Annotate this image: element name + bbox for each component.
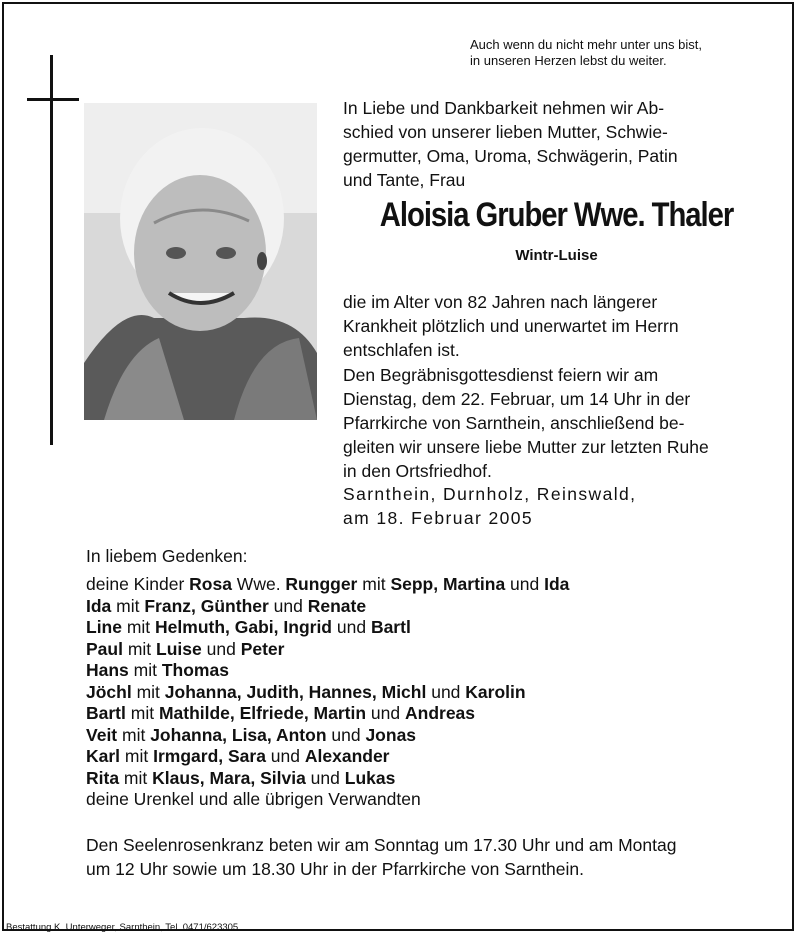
family-name-bold: Hans (86, 660, 129, 680)
family-name-bold: Peter (240, 638, 285, 659)
family-name-bold: Thomas (161, 660, 229, 680)
family-line (86, 746, 726, 768)
intro-text (343, 96, 770, 192)
death-line: die im Alter von 82 Jahren nach längerer (343, 292, 658, 312)
family-connector: mit (120, 746, 154, 766)
family-name-bold: Paul (86, 638, 123, 659)
family-connector: mit (131, 681, 165, 702)
family-name-bold: Bartl (370, 617, 411, 637)
place-date (343, 482, 770, 530)
family-name-bold: Klaus, Mara, Silvia (152, 767, 306, 788)
date-line: am 18. Februar 2005 (343, 508, 534, 528)
family-connector: Wwe. (231, 574, 286, 594)
family-name-bold: Karolin (465, 681, 526, 702)
rosary-line: um 12 Uhr sowie um 18.30 Uhr in der Pfarrkirche von Sarnthein. (86, 859, 585, 879)
funeral-text (343, 363, 770, 483)
family-line (86, 725, 726, 747)
intro-line: und Tante, Frau (343, 170, 466, 190)
motto (470, 37, 770, 69)
family-name-bold: Ida (544, 574, 570, 594)
family-name-bold: Bartl (86, 703, 126, 723)
family-connector: mit (121, 617, 156, 637)
funeral-line: Dienstag, dem 22. Februar, um 14 Uhr in der (343, 389, 691, 409)
family-name-bold: Johanna, Judith, Hannes, Michl (164, 681, 427, 702)
rosary-text (86, 833, 770, 881)
death-line: Krankheit plötzlich und unerwartet im Herrn (343, 316, 679, 336)
family-connector: und (265, 746, 305, 766)
deceased-name: Aloisia Gruber Wwe. Thaler (379, 196, 734, 234)
family-name-bold: Jöchl (86, 681, 132, 702)
family-name-bold: Line (86, 617, 122, 637)
cross-icon (50, 55, 53, 445)
funeral-line: gleiten wir unsere liebe Mutter zur letzten Ruhe (343, 437, 709, 457)
family-connector: und (426, 681, 466, 702)
family-line (86, 574, 726, 596)
family-name-bold: Renate (307, 595, 367, 616)
family-connector: und (268, 595, 308, 616)
family-name-bold: Johanna, Lisa, Anton (150, 724, 327, 745)
family-line (86, 639, 726, 661)
family-connector: mit (122, 638, 157, 659)
family-name-bold: Sepp, Martina (390, 574, 506, 594)
family-line (86, 660, 726, 682)
motto-line: in unseren Herzen lebst du weiter. (470, 53, 667, 68)
intro-line: schied von unserer lieben Mutter, Schwie- (343, 122, 668, 142)
funeral-line: in den Ortsfriedhof. (343, 461, 492, 481)
family-name-bold: Jonas (365, 724, 417, 745)
family-list (86, 574, 726, 811)
rosary-line: Den Seelenrosenkranz beten wir am Sonntag um 17.30 Uhr und am Montag (86, 835, 677, 855)
family-line (86, 789, 726, 811)
memory-heading: In liebem Gedenken: (86, 546, 248, 566)
family-name-bold: Rita (86, 767, 120, 788)
death-text (343, 290, 770, 362)
cross-icon-bar (27, 98, 79, 101)
deceased-nickname: Wintr-Luise (515, 247, 598, 264)
family-connector: deine Urenkel und alle übrigen Verwandten (86, 789, 421, 809)
family-connector: mit (357, 574, 391, 594)
family-connector: und (326, 724, 366, 745)
family-name-bold: Veit (86, 724, 118, 745)
family-name-bold: Irmgard, Sara (153, 746, 266, 766)
funeral-line: Pfarrkirche von Sarnthein, anschließend be- (343, 413, 685, 433)
family-connector: und (366, 703, 405, 723)
intro-line: germutter, Oma, Uroma, Schwägerin, Patin (343, 146, 678, 166)
family-name-bold: Rosa (189, 574, 232, 594)
family-line (86, 617, 726, 639)
family-name-bold: Karl (86, 746, 121, 766)
family-name-bold: Helmuth, Gabi, Ingrid (155, 617, 332, 637)
family-name-bold: Luise (156, 638, 202, 659)
family-name-bold: Ida (86, 595, 112, 616)
family-name-bold: Andreas (405, 703, 476, 723)
intro-line: In Liebe und Dankbarkeit nehmen wir Ab- (343, 98, 665, 118)
family-connector: und (201, 638, 241, 659)
family-connector: und (505, 574, 545, 594)
family-connector: mit (125, 703, 159, 723)
family-line (86, 596, 726, 618)
family-name-bold: Lukas (344, 767, 396, 788)
family-connector: mit (111, 595, 145, 616)
family-connector: und (332, 617, 371, 637)
family-connector: mit (128, 660, 162, 680)
family-connector: mit (117, 724, 151, 745)
family-name-bold: Rungger (285, 574, 358, 594)
funeral-line: Den Begräbnisgottesdienst feiern wir am (343, 365, 659, 385)
family-connector: deine Kinder (86, 574, 190, 594)
place-line: Sarnthein, Durnholz, Reinswald, (343, 484, 637, 504)
family-name-bold: Alexander (304, 746, 390, 766)
portrait-photo (84, 103, 317, 420)
family-name-bold: Mathilde, Elfriede, Martin (158, 703, 367, 723)
family-connector: mit (119, 767, 153, 788)
family-line (86, 768, 726, 790)
funeral-home-footer: Bestattung K. Unterweger, Sarnthein, Tel. 0471/623305 (6, 922, 239, 933)
motto-line: Auch wenn du nicht mehr unter uns bist, (470, 37, 702, 52)
family-line (86, 682, 726, 704)
death-line: entschlafen ist. (343, 340, 460, 360)
family-line (86, 703, 726, 725)
family-connector: und (305, 767, 345, 788)
family-name-bold: Franz, Günther (144, 595, 269, 616)
